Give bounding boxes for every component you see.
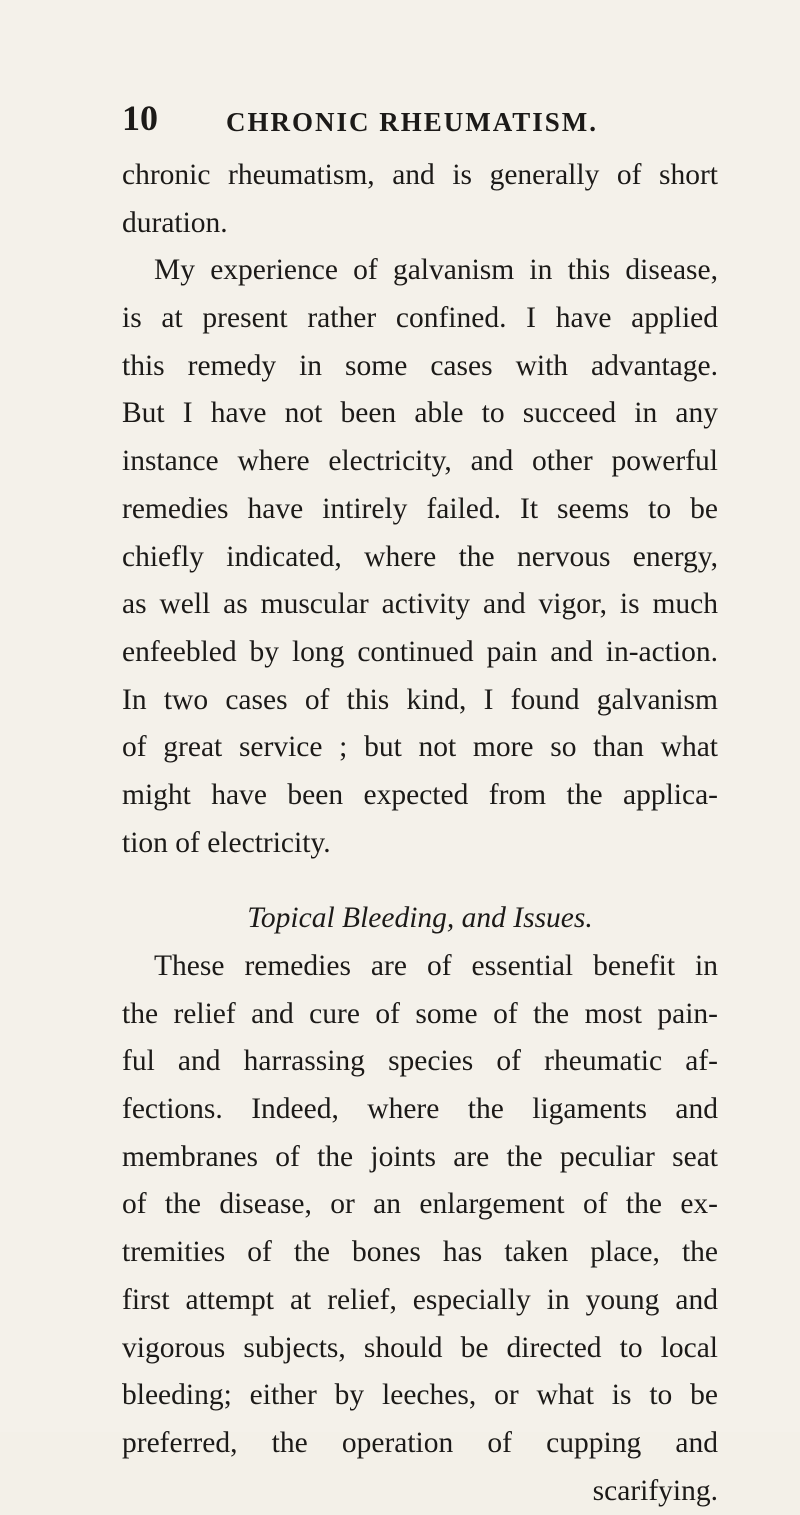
text-line: might have been expected from the applica- (122, 778, 718, 811)
text-line: preferred, the operation of cupping and (122, 1426, 718, 1459)
section-spacer (122, 867, 718, 895)
running-head (122, 98, 722, 148)
text-line: remedies have intirely failed. It seems to be (122, 492, 718, 525)
text-line: first attempt at relief, especially in young and (122, 1283, 718, 1316)
text-line: fections. Indeed, where the ligaments and (122, 1093, 718, 1126)
text-line: tremities of the bones has taken place, the (122, 1236, 718, 1269)
text-line: the relief and cure of some of the most pain- (122, 997, 718, 1030)
text-line: enfeebled by long continued pain and in-action. (122, 635, 718, 668)
text-line: of the disease, or an enlargement of the ex- (122, 1188, 718, 1221)
text-line: duration. (122, 206, 228, 239)
paragraph-1 (122, 152, 718, 247)
text-line: But I have not been able to succeed in any (122, 397, 718, 430)
text-line: this remedy in some cases with advantage. (122, 349, 718, 382)
text-line: instance where electricity, and other powerful (122, 445, 718, 478)
section-heading: Topical Bleeding, and Issues. (247, 902, 593, 935)
catchword: scarifying. (592, 1474, 718, 1507)
text-line: These remedies are of essential benefit in (154, 950, 718, 982)
paragraph-3 (122, 943, 718, 1468)
text-line: as well as muscular activity and vigor, is much (122, 588, 718, 621)
text-line: My experience of galvanism in this disease, (154, 254, 718, 287)
page-number: 10 (122, 98, 158, 138)
paragraph-2 (122, 247, 718, 867)
body-text (122, 152, 718, 1515)
text-line: vigorous subjects, should be directed to local (122, 1331, 718, 1364)
text-line: is at present rather confined. I have applied (122, 302, 718, 335)
running-title: CHRONIC RHEUMATISM. (226, 107, 599, 137)
text-line: ful and harrassing species of rheumatic af- (122, 1045, 718, 1078)
text-line: chronic rheumatism, and is generally of short (122, 159, 718, 191)
text-line: chiefly indicated, where the nervous energy, (122, 540, 718, 573)
text-line: tion of electricity. (122, 826, 331, 859)
text-line: bleeding; either by leeches, or what is to be (122, 1379, 718, 1412)
text-line: membranes of the joints are the peculiar seat (122, 1140, 718, 1173)
text-line: In two cases of this kind, I found galvanism (122, 683, 718, 716)
text-line: of great service ; but not more so than what (122, 731, 718, 764)
